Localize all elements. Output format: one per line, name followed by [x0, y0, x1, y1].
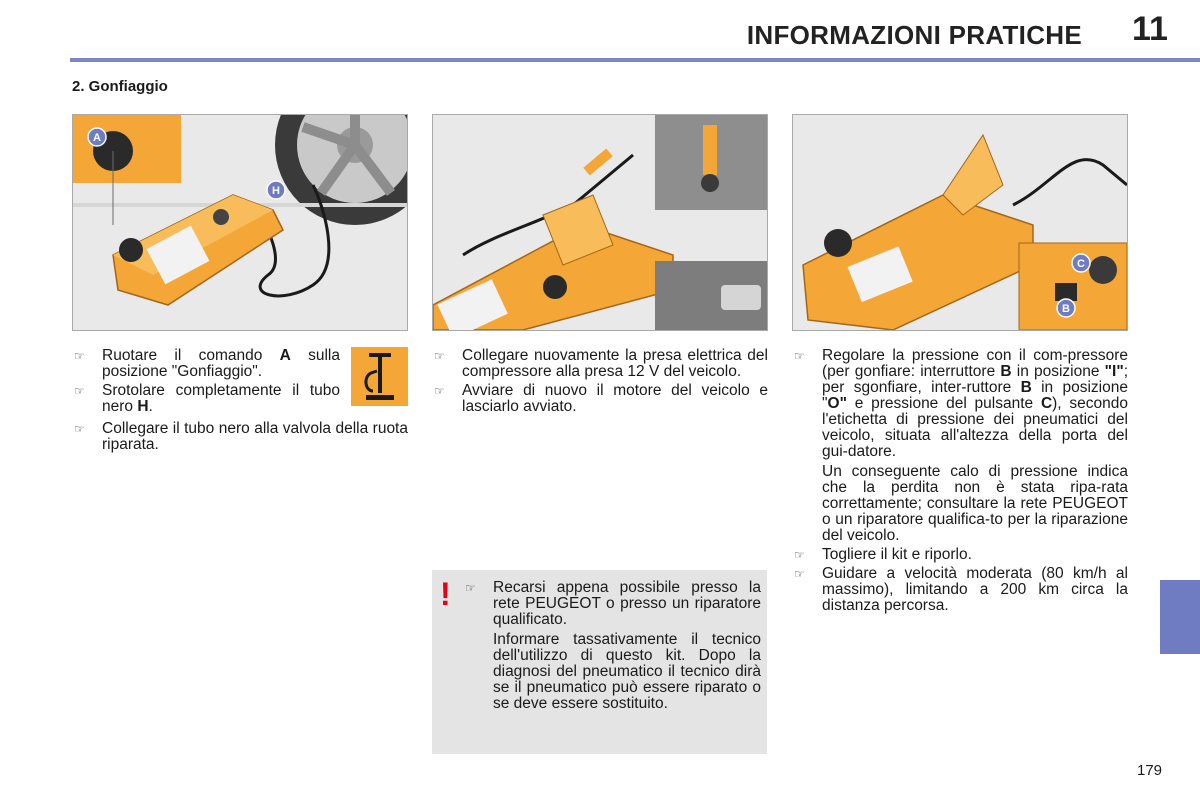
pointing-hand-icon: ☞ — [465, 581, 476, 595]
pointing-hand-icon: ☞ — [434, 384, 445, 398]
pointing-hand-icon: ☞ — [794, 548, 805, 562]
paragraph: Un conseguente calo di pressione indica che la perdita non è stata ripa-rata correttamente; consultare la rete PEUGEOT o un riparatore qualifica-to per la riparazione del veicolo. — [822, 463, 1128, 544]
warning-paragraph: Informare tassativamente il tecnico dell'utilizzo di questo kit. Dopo la diagnosi del pneumatico il tecnico dirà se il pneumatico può essere riparato o se deve essere sostituito. — [493, 631, 761, 712]
label-badge-h — [267, 181, 285, 199]
chapter-side-tab — [1160, 580, 1200, 654]
column-1-text — [72, 348, 340, 418]
label-a: A — [93, 132, 101, 144]
label-b: B — [1062, 303, 1070, 315]
list-item: ☞ Recarsi appena possibile presso la rete PEUGEOT o presso un riparatore qualificato. — [465, 579, 761, 628]
chapter-number: 11 — [1132, 10, 1168, 48]
column-1-text-wide — [72, 421, 408, 456]
list-item: ☞ Srotolare completamente il tubo nero H. — [74, 382, 340, 415]
figure-pressure-adjustment — [792, 114, 1128, 331]
list-item: ☞ Collegare il tubo nero alla valvola della ruota riparata. — [74, 420, 408, 453]
chapter-title: INFORMAZIONI PRATICHE — [746, 20, 1082, 50]
pointing-hand-icon: ☞ — [794, 349, 805, 363]
label-badge-a — [88, 128, 106, 146]
figure-electrical-connection — [432, 114, 768, 331]
column-2-text — [432, 348, 768, 418]
list-item: ☞ Avviare di nuovo il motore del veicolo e lasciarlo avviato. — [434, 382, 768, 415]
label-badge-b — [1057, 299, 1075, 317]
pointing-hand-icon: ☞ — [794, 567, 805, 581]
warning-icon: ! — [440, 576, 451, 612]
label-c: C — [1077, 258, 1085, 270]
pointing-hand-icon: ☞ — [74, 349, 85, 363]
list-item: ☞ Togliere il kit e riporlo. — [794, 546, 972, 563]
list-item: ☞ Regolare la pressione con il com-pressore (per gonfiare: interruttore B in posizione "I"; per sgonfiare, inter-ruttore B in posizione "O" e pressione del pulsante C), secondo l'etichetta di pressione dei pneumatici del veicolo, situata all'altezza della porta del gui-datore. — [794, 347, 1128, 460]
list-item: ☞ Collegare nuovamente la presa elettrica del compressore alla presa 12 V del veicolo. — [434, 347, 768, 380]
label-badge-c — [1072, 254, 1090, 272]
pointing-hand-icon: ☞ — [434, 349, 445, 363]
pointing-hand-icon: ☞ — [74, 422, 85, 436]
pointing-hand-icon: ☞ — [74, 384, 85, 398]
figure-inflation-setup — [72, 114, 408, 331]
column-3-text — [792, 348, 1128, 617]
header-rule — [70, 58, 1200, 62]
list-item: ☞ Ruotare il comando A sulla posizione "Gonfiaggio". — [74, 347, 341, 380]
warning-text — [463, 580, 761, 715]
section-title: 2. Gonfiaggio — [72, 78, 168, 95]
tire-pump-icon — [351, 347, 408, 406]
warning-box — [432, 570, 767, 754]
label-h: H — [272, 185, 280, 197]
page-number: 179 — [1137, 762, 1163, 779]
list-item: ☞ Guidare a velocità moderata (80 km/h al massimo), limitando a 200 km circa la distanza percorsa. — [794, 565, 1128, 614]
